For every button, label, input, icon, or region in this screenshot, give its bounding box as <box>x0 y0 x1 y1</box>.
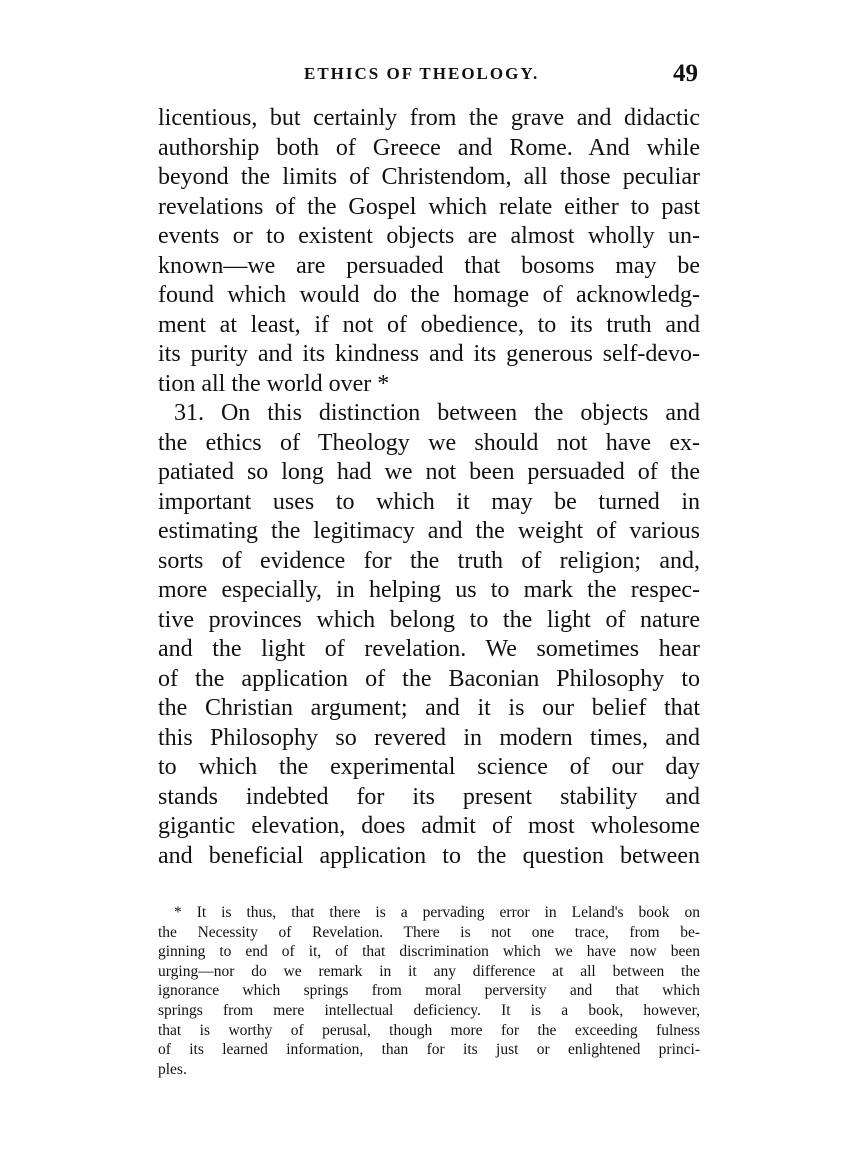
text-line: stands indebted for its present stability and <box>158 783 700 810</box>
footnote-line: ginning to end of it, of that discrimination which we have now been <box>158 943 700 961</box>
text-line: the ethics of Theology we should not have ex- <box>158 429 700 456</box>
text-line: patiated so long had we not been persuaded of the <box>158 459 700 485</box>
body-text <box>158 104 700 871</box>
text-line: important uses to which it may be turned in <box>158 488 700 515</box>
footnote-line: ples. <box>158 1060 187 1078</box>
text-line: authorship both of Greece and Rome. And while <box>158 134 700 161</box>
footnote-line: of its learned information, than for its just or enlightened princi- <box>158 1041 700 1059</box>
footnote <box>158 903 700 1079</box>
footnote-line: the Necessity of Revelation. There is not one trace, from be- <box>158 923 700 941</box>
text-line: and beneficial application to the question between <box>158 842 700 869</box>
page-number: 49 <box>673 60 698 87</box>
text-line: this Philosophy so revered in modern times, and <box>158 724 700 751</box>
text-line: known—we are persuaded that bosoms may be <box>158 252 700 279</box>
footnote-line: urging—nor do we remark in it any difference at all between the <box>158 962 700 980</box>
paragraph-end-line: tion all the world over * <box>158 370 390 397</box>
text-line: found which would do the homage of acknowledg- <box>158 282 700 308</box>
text-line: the Christian argument; and it is our belief that <box>158 695 700 721</box>
footnote-line: ignorance which springs from moral perversity and that which <box>158 982 700 1000</box>
text-line: licentious, but certainly from the grave and didactic <box>158 105 700 131</box>
running-title: ETHICS OF THEOLOGY. <box>304 64 540 83</box>
text-line: more especially, in helping us to mark the respec- <box>158 577 700 603</box>
footnote-line: springs from mere intellectual deficiency. It is a book, however, <box>158 1001 700 1019</box>
text-line: estimating the legitimacy and the weight of various <box>158 518 700 544</box>
footnote-line: * It is thus, that there is a pervading error in Leland's book on <box>174 904 700 921</box>
paragraph-31-start: 31. On this distinction between the objects and <box>174 400 700 426</box>
text-line: gigantic elevation, does admit of most wholesome <box>158 813 700 839</box>
text-line: ment at least, if not of obedience, to its truth and <box>158 311 700 338</box>
text-line: tive provinces which belong to the light of nature <box>158 606 700 633</box>
text-line: of the application of the Baconian Philosophy to <box>158 665 700 692</box>
text-line: beyond the limits of Christendom, all those peculiar <box>158 164 700 190</box>
text-line: sorts of evidence for the truth of religion; and, <box>158 547 700 574</box>
text-line: to which the experimental science of our day <box>158 754 700 780</box>
text-line: events or to existent objects are almost wholly un- <box>158 223 700 249</box>
text-line: revelations of the Gospel which relate either to past <box>158 193 700 220</box>
text-line: its purity and its kindness and its generous self-devo- <box>158 341 700 367</box>
text-line: and the light of revelation. We sometimes hear <box>158 636 700 662</box>
footnote-line: that is worthy of perusal, though more for the exceeding fulness <box>158 1021 700 1039</box>
running-head <box>160 60 700 90</box>
